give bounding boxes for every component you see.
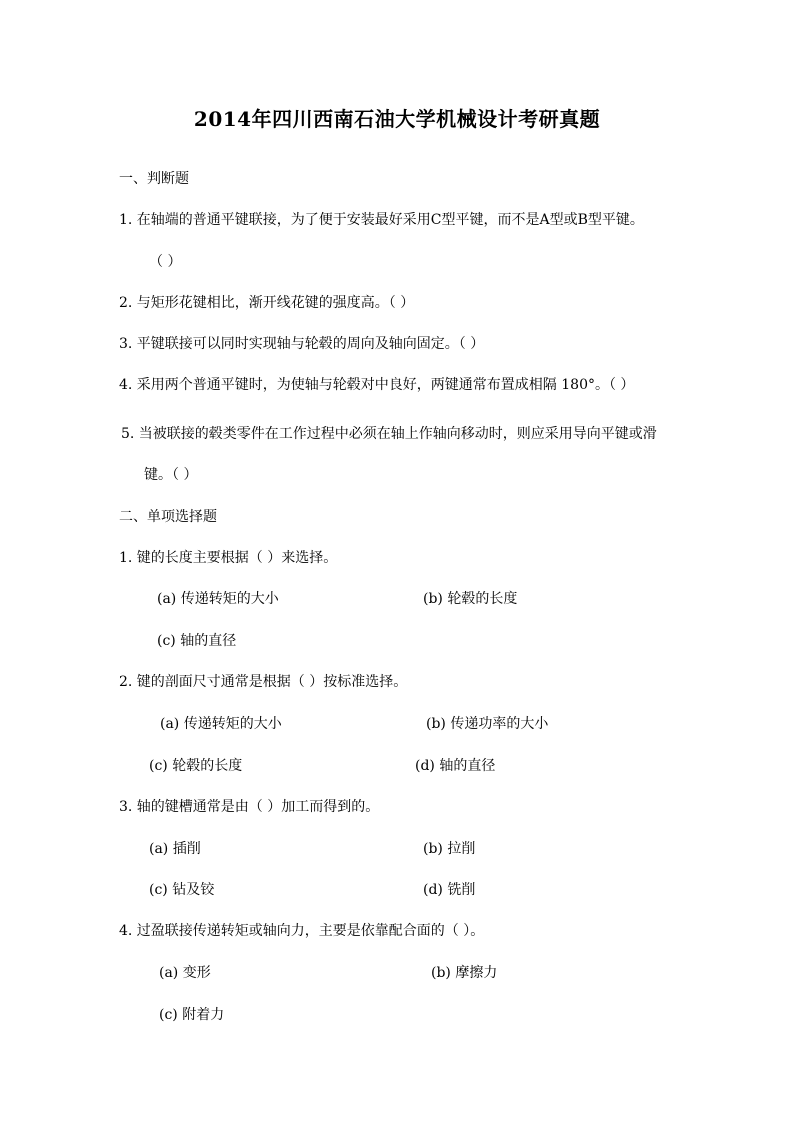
mc-question-3-option-a: (a) 插削 <box>149 841 201 857</box>
mc-question-2-stem: 2. 键的剖面尺寸通常是根据（ ）按标准选择。 <box>119 674 408 690</box>
tf-question-5-line-2: 键。（ ） <box>144 467 198 483</box>
mc-question-2-option-d: (d) 轴的直径 <box>415 758 496 774</box>
tf-question-3: 3. 平键联接可以同时实现轴与轮毂的周向及轴向固定。（ ） <box>119 336 485 352</box>
tf-question-1-line-1: 1. 在轴端的普通平键联接，为了便于安装最好采用C型平键，而不是A型或B型平键。 <box>119 212 644 228</box>
page-title: 2014年四川西南石油大学机械设计考研真题 <box>193 107 601 131</box>
tf-question-4: 4. 采用两个普通平键时，为使轴与轮毂对中良好，两键通常布置成相隔 180°。（ ） <box>119 377 635 393</box>
mc-question-2-option-b: (b) 传递功率的大小 <box>426 716 549 732</box>
mc-question-1-option-b: (b) 轮毂的长度 <box>423 591 518 607</box>
mc-question-4-stem: 4. 过盈联接传递转矩或轴向力，主要是依靠配合面的（ ）。 <box>119 923 485 939</box>
section-heading-true-false: 一、判断题 <box>119 171 189 187</box>
mc-question-3-option-d: (d) 铣削 <box>423 882 476 898</box>
mc-question-3-stem: 3. 轴的键槽通常是由（ ）加工而得到的。 <box>119 799 380 815</box>
tf-question-5-line-1: 5. 当被联接的毂类零件在工作过程中必须在轴上作轴向移动时，则应采用导向平键或滑 <box>121 426 657 442</box>
tf-question-2: 2. 与矩形花键相比，渐开线花键的强度高。（ ） <box>119 295 415 311</box>
mc-question-4-option-b: (b) 摩擦力 <box>431 965 498 981</box>
mc-question-1-stem: 1. 键的长度主要根据（ ）来选择。 <box>119 550 338 566</box>
tf-question-1-line-2: （ ） <box>149 254 182 270</box>
mc-question-2-option-a: (a) 传递转矩的大小 <box>160 716 282 732</box>
mc-question-4-option-c: (c) 附着力 <box>159 1007 225 1023</box>
mc-question-1-option-a: (a) 传递转矩的大小 <box>157 591 279 607</box>
mc-question-3-option-c: (c) 钻及铰 <box>149 882 215 898</box>
mc-question-3-option-b: (b) 拉削 <box>423 841 476 857</box>
mc-question-1-option-c: (c) 轴的直径 <box>157 633 237 649</box>
mc-question-2-option-c: (c) 轮毂的长度 <box>149 758 243 774</box>
mc-question-4-option-a: (a) 变形 <box>159 965 211 981</box>
section-heading-single-choice: 二、单项选择题 <box>119 509 217 525</box>
